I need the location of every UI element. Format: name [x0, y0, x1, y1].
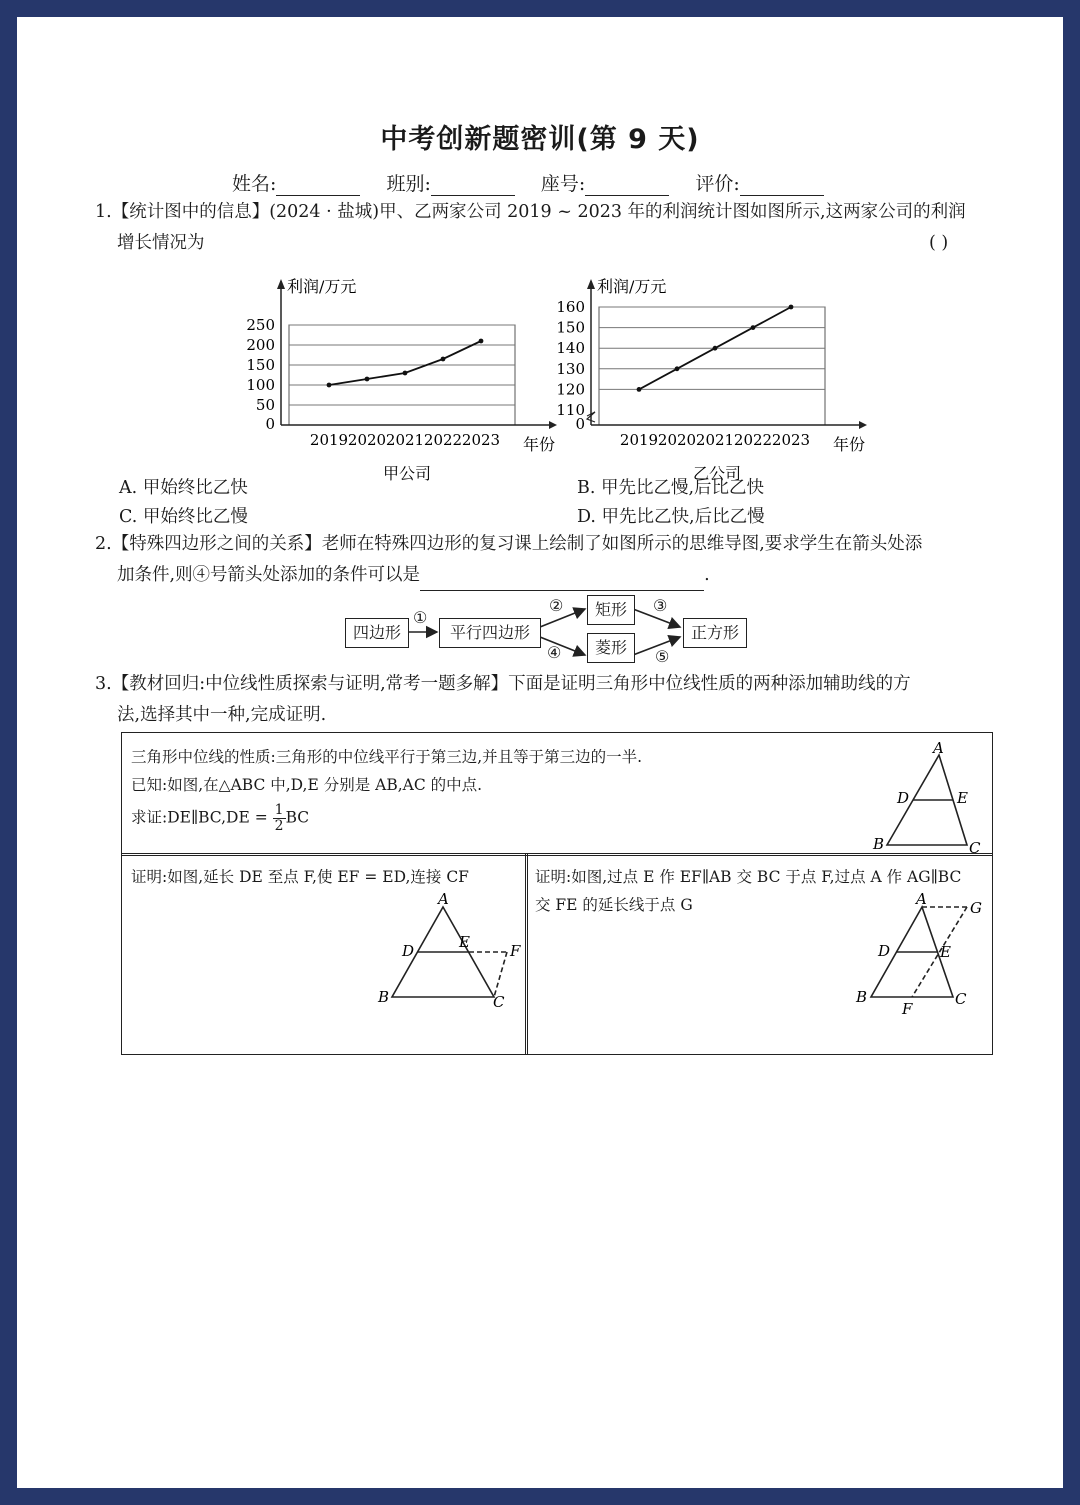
label-d: D: [897, 789, 910, 807]
y-tick-label: 140: [556, 339, 585, 358]
x-axis-arrow: [859, 421, 867, 429]
label-e: E: [957, 789, 968, 807]
y-tick-label: 0: [575, 415, 585, 433]
question-3: [95, 669, 995, 731]
question-1-line2: 增长情况为: [117, 233, 205, 253]
label-d: D: [402, 942, 415, 960]
arrow-label-4: ④: [547, 643, 562, 662]
y-tick-label: 110: [556, 401, 585, 419]
question-2: [95, 529, 995, 591]
label-g: G: [970, 899, 982, 917]
y-axis-arrow: [277, 279, 285, 289]
data-line: [329, 341, 481, 385]
chart-yi: [537, 257, 877, 483]
node-quadrilateral: 四边形: [345, 618, 409, 648]
x-tick-label: 2023: [771, 431, 811, 449]
option-b[interactable]: B. 甲先比乙慢,后比乙快: [577, 478, 765, 498]
data-point: [637, 387, 642, 392]
question-2-end: .: [704, 565, 710, 585]
x-tick-label: 2023: [461, 431, 501, 449]
y-tick-label: 200: [246, 336, 275, 354]
y-tick-label: 250: [246, 316, 275, 334]
question-3-line1: 3.【教材回归:中位线性质探索与证明,常考一题多解】下面是证明三角形中位线性质的两种添加辅助线的方: [95, 674, 911, 694]
x-tick-label: 2020: [347, 431, 387, 449]
prove-suffix: BC: [285, 808, 310, 827]
name-label: 姓名:: [232, 173, 277, 195]
proof1-text: 证明:如图,延长 DE 至点 F,使 EF = ED,连接 CF: [131, 868, 469, 886]
label-d: D: [878, 942, 891, 960]
x-tick-label: 2019: [309, 431, 349, 449]
page-title: 中考创新题密训(第 9 天): [380, 124, 700, 155]
triangle-figure-proof2: [852, 889, 992, 1029]
y-tick-label: 120: [556, 380, 585, 399]
data-point: [751, 325, 756, 330]
x-tick-label: 2021: [385, 431, 425, 449]
y-tick-label: 130: [556, 359, 585, 378]
option-c[interactable]: C. 甲始终比乙慢: [119, 507, 248, 527]
answer-paren[interactable]: ( ): [929, 233, 949, 253]
y-tick-label: 150: [556, 318, 585, 337]
x-tick-label: 2022: [733, 431, 773, 449]
question-3-line2: 法,选择其中一种,完成证明.: [117, 705, 327, 725]
chart-jia: [227, 257, 567, 483]
property-text: [131, 743, 642, 834]
arrow-label-1: ①: [413, 608, 428, 627]
arrow-label-5: ⑤: [655, 647, 670, 666]
data-point: [327, 383, 332, 388]
data-point: [713, 346, 718, 351]
data-point: [479, 339, 484, 344]
label-a: A: [916, 890, 927, 908]
data-point: [403, 371, 408, 376]
triangle-figure-main: [869, 739, 989, 857]
chart-title: 乙公司: [692, 464, 742, 483]
data-point: [441, 357, 446, 362]
prove-statement: [131, 803, 642, 834]
worksheet-page: [17, 17, 1063, 1488]
x-tick-label: 2020: [657, 431, 697, 449]
node-rhombus: 菱形: [587, 633, 635, 663]
option-d[interactable]: D. 甲先比乙快,后比乙慢: [577, 507, 765, 527]
plot-frame: [599, 307, 825, 425]
question-1: [95, 197, 995, 259]
y-tick-label: 100: [246, 376, 275, 394]
known-statement: 已知:如图,在△ABC 中,D,E 分别是 AB,AC 的中点.: [131, 776, 483, 794]
triangle-figure-proof1: [372, 889, 532, 1019]
x-tick-label: 2019: [619, 431, 659, 449]
label-b: B: [873, 835, 885, 853]
node-rectangle: 矩形: [587, 595, 635, 625]
label-b: B: [378, 988, 390, 1006]
label-f: F: [902, 1000, 913, 1018]
data-point: [365, 377, 370, 382]
data-point: [789, 305, 794, 310]
arrow-label-3: ③: [653, 596, 668, 615]
chart-title: 甲公司: [382, 464, 432, 483]
proof2-line1: 证明:如图,过点 E 作 EF∥AB 交 BC 于点 F,过点 A 作 AG∥BC: [535, 868, 962, 886]
student-info-row: [232, 169, 844, 196]
label-c: C: [969, 839, 981, 857]
one-half-fraction: [273, 803, 286, 834]
arrow-label-2: ②: [549, 596, 564, 615]
data-point: [675, 366, 680, 371]
question-2-line1: 2.【特殊四边形之间的关系】老师在特殊四边形的复习课上绘制了如图所示的思维导图,要求学生在箭头处添: [95, 534, 923, 554]
seat-field[interactable]: [541, 169, 669, 196]
label-e: E: [940, 943, 951, 961]
grade-label: 评价:: [695, 173, 740, 195]
node-parallelogram: 平行四边形: [439, 618, 541, 648]
seat-label: 座号:: [540, 173, 586, 195]
grade-field[interactable]: [695, 169, 823, 196]
x-axis-title: 年份: [833, 435, 866, 454]
option-a[interactable]: A. 甲始终比乙快: [119, 478, 248, 498]
y-tick-label: 150: [246, 356, 275, 374]
y-axis-title: 利润/万元: [287, 277, 357, 296]
prove-prefix: 求证:DE∥BC,DE =: [131, 808, 268, 827]
frac-num: 1: [274, 802, 284, 818]
y-axis-title: 利润/万元: [597, 277, 667, 296]
label-b: B: [856, 988, 868, 1006]
label-c: C: [493, 993, 505, 1011]
question-1-line1: 1.【统计图中的信息】(2024 · 盐城)甲、乙两家公司 2019 ~ 2023 年的利润统计图如图所示,这两家公司的利润: [95, 202, 966, 222]
y-axis-arrow: [587, 279, 595, 289]
property-statement: 三角形中位线的性质:三角形的中位线平行于第三边,并且等于第三边的一半.: [131, 748, 643, 766]
label-c: C: [955, 990, 967, 1008]
y-tick-label: 160: [556, 298, 585, 316]
question-2-line2-text: 加条件,则④号箭头处添加的条件可以是: [117, 565, 421, 585]
label-f: F: [510, 942, 521, 960]
frac-den: 2: [274, 818, 284, 834]
label-a: A: [933, 739, 944, 757]
x-tick-label: 2021: [695, 431, 735, 449]
y-tick-label: 50: [255, 396, 275, 414]
node-square: 正方形: [683, 618, 747, 648]
x-tick-label: 2022: [423, 431, 463, 449]
label-e: E: [459, 933, 470, 951]
x-axis-title: 年份: [523, 435, 556, 454]
label-a: A: [438, 890, 449, 908]
y-tick-label: 0: [265, 415, 275, 433]
name-field[interactable]: [232, 169, 360, 196]
proof2-line2: 交 FE 的延长线于点 G: [535, 896, 693, 914]
class-field[interactable]: [386, 169, 514, 196]
class-label: 班别:: [386, 173, 431, 195]
